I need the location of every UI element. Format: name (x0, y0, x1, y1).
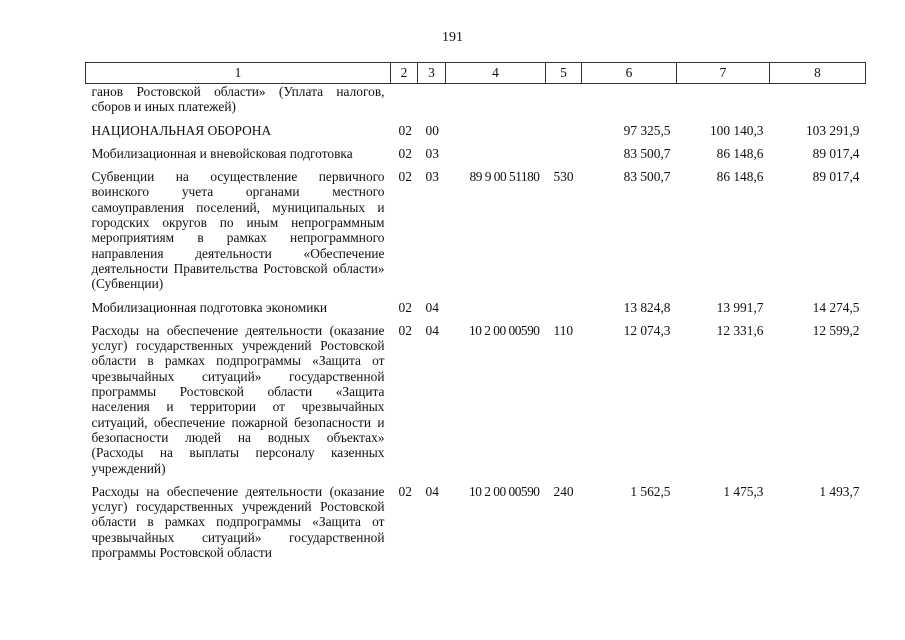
column-header: 3 (418, 63, 446, 84)
amount-col7 (677, 84, 770, 115)
expense-type-code (546, 138, 582, 161)
subsection-code: 03 (425, 145, 439, 161)
column-header: 2 (391, 63, 418, 84)
subsection-code: 00 (425, 122, 439, 138)
budget-table (85, 62, 866, 560)
target-article-code: 89 9 00 51180 (469, 169, 540, 185)
row-description: Мобилизационная подготовка экономики (91, 299, 328, 315)
column-header: 5 (546, 63, 582, 84)
amount-col6: 97 325,5 (623, 122, 671, 138)
column-header: 6 (582, 63, 677, 84)
target-article-code: 10 2 00 00590 (469, 322, 540, 338)
subsection-code (418, 84, 446, 115)
amount-col8 (770, 84, 866, 115)
table-row (86, 315, 866, 476)
amount-col7: 86 148,6 (716, 169, 764, 185)
table-row (86, 161, 866, 291)
expense-type-code (546, 84, 582, 115)
target-article-code (446, 292, 546, 315)
table-header-row (86, 63, 866, 84)
row-description: Субвенции на осуществление первичного воинского учета органами местного самоуправления поселений, муниципальных и городских округов по иным непрограммным мероприятиям в рамках непрограммного направления деятельности «Обеспечение деятельности Правительства Ростовской области» (Субвенции) (91, 169, 385, 292)
section-code: 02 (398, 483, 412, 499)
target-article-code: 10 2 00 00590 (469, 483, 540, 499)
table-body (86, 84, 866, 561)
column-header: 4 (446, 63, 546, 84)
amount-col7: 13 991,7 (716, 299, 764, 315)
amount-col8: 14 274,5 (812, 299, 860, 315)
amount-col7: 100 140,3 (709, 122, 764, 138)
subsection-code: 04 (425, 299, 439, 315)
expense-type-code: 240 (553, 483, 574, 499)
section-code: 02 (398, 299, 412, 315)
table-row (86, 84, 866, 115)
section-code: 02 (398, 122, 412, 138)
expense-type-code: 110 (553, 322, 574, 338)
table-row (86, 476, 866, 560)
section-code (391, 84, 418, 115)
amount-col6: 12 074,3 (623, 322, 671, 338)
subsection-code: 04 (425, 483, 439, 499)
table-row (86, 292, 866, 315)
section-code: 02 (398, 169, 412, 185)
amount-col7: 86 148,6 (716, 145, 764, 161)
row-description: Расходы на обеспечение деятельности (оказание услуг) государственных учреждений Ростовской области в рамках подпрограммы «Защита от чрезвычайных ситуаций» государственной программы Ростовской области «Защита населения и территории от чрезвычайных ситуаций, обеспечение пожарной безопасности и безопасности людей на водных объектах» (Расходы на выплаты персоналу казенных учреждений) (91, 322, 385, 476)
section-code: 02 (398, 322, 412, 338)
table-row (86, 115, 866, 138)
subsection-code: 04 (425, 322, 439, 338)
page-number: 191 (442, 30, 463, 45)
amount-col8: 103 291,9 (805, 122, 860, 138)
amount-col6: 83 500,7 (623, 169, 671, 185)
amount-col7: 12 331,6 (716, 322, 764, 338)
row-description: Расходы на обеспечение деятельности (оказание услуг) государственных учреждений Ростовской области в рамках подпрограммы «Защита от чрезвычайных ситуаций» государственной программы Ростовской области (91, 483, 385, 561)
row-description: ганов Ростовской области» (Уплата налогов, сборов и иных платежей) (91, 84, 385, 115)
amount-col8: 89 017,4 (812, 145, 860, 161)
section-code: 02 (398, 145, 412, 161)
row-description: НАЦИОНАЛЬНАЯ ОБОРОНА (91, 122, 272, 138)
expense-type-code (546, 115, 582, 138)
target-article-code (446, 84, 546, 115)
subsection-code: 03 (425, 169, 439, 185)
expense-type-code: 530 (553, 169, 574, 185)
amount-col6: 83 500,7 (623, 145, 671, 161)
column-header: 8 (770, 63, 866, 84)
expense-type-code (546, 292, 582, 315)
table-row (86, 138, 866, 161)
amount-col6: 1 562,5 (630, 483, 671, 499)
row-description: Мобилизационная и вневойсковая подготовка (91, 145, 353, 161)
amount-col8: 89 017,4 (812, 169, 860, 185)
column-header: 7 (677, 63, 770, 84)
amount-col6 (582, 84, 677, 115)
amount-col7: 1 475,3 (723, 483, 764, 499)
amount-col8: 1 493,7 (819, 483, 860, 499)
amount-col6: 13 824,8 (623, 299, 671, 315)
amount-col8: 12 599,2 (812, 322, 860, 338)
column-header: 1 (86, 63, 391, 84)
target-article-code (446, 115, 546, 138)
target-article-code (446, 138, 546, 161)
